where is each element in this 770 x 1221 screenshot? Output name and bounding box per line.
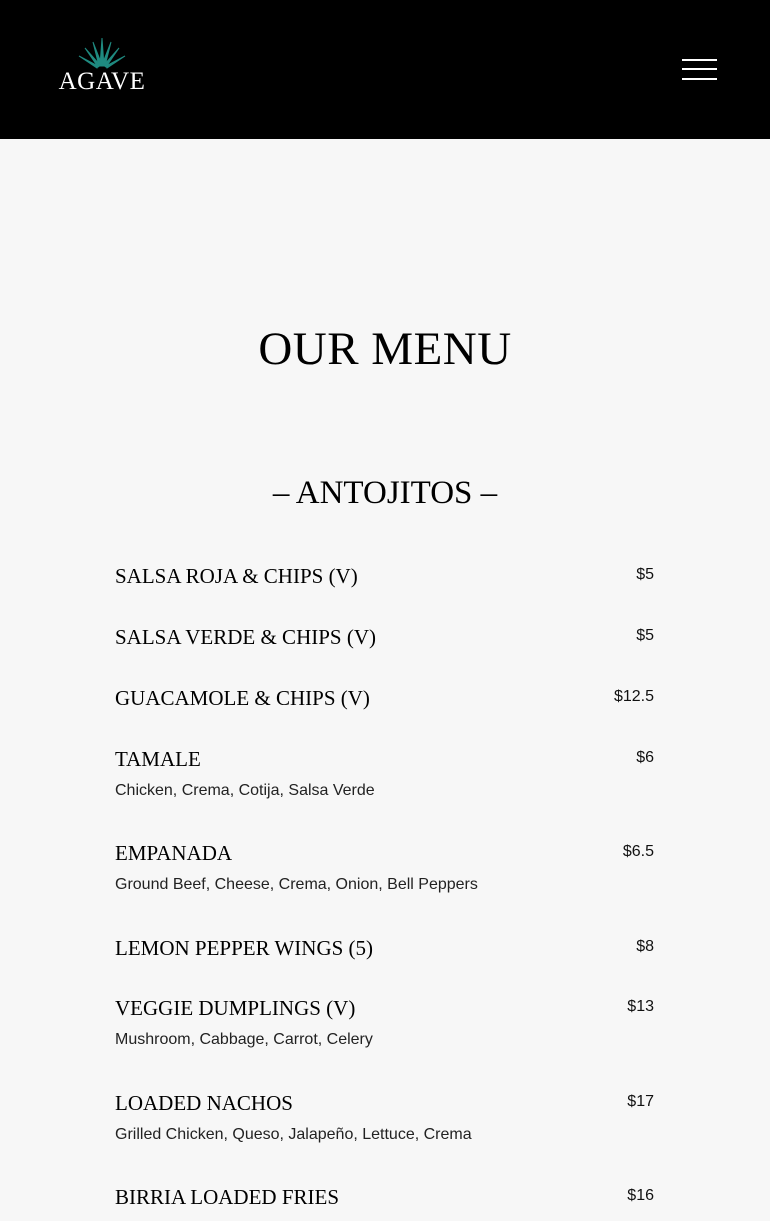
menu-item-price: $8: [636, 938, 654, 955]
site-header: [0, 0, 770, 139]
menu-item-price: $13: [627, 998, 654, 1015]
menu-item-name: LEMON PEPPER WINGS (5): [115, 936, 374, 960]
menu-item-price: $6.5: [622, 843, 654, 860]
page-title: OUR MENU: [258, 323, 512, 375]
menu-item-name: EMPANADA: [115, 841, 233, 865]
menu-item-description: Mushroom, Cabbage, Carrot, Celery: [115, 1031, 373, 1048]
menu-item-price: $5: [636, 627, 654, 644]
hamburger-menu-icon-line-bottom: [682, 78, 717, 80]
menu-item-name: TAMALE: [115, 747, 201, 771]
menu-item-description: Grilled Chicken, Queso, Jalapeño, Lettuce, Crema: [115, 1126, 472, 1143]
menu-item-name: SALSA VERDE & CHIPS (V): [115, 625, 376, 649]
hamburger-menu-button[interactable]: [676, 50, 724, 88]
menu-item-name: GUACAMOLE & CHIPS (V): [115, 686, 370, 710]
agave-plant-icon: [78, 36, 126, 70]
logo-text: AGAVE: [58, 68, 146, 95]
menu-item-price: $12.5: [613, 688, 654, 705]
menu-item-description: Chicken, Crema, Cotija, Salsa Verde: [115, 782, 375, 799]
menu-item-name: SALSA ROJA & CHIPS (V): [115, 564, 358, 588]
menu-item-price: $17: [627, 1093, 654, 1110]
section-title-antojitos: – ANTOJITOS –: [272, 475, 498, 511]
menu-item-name: VEGGIE DUMPLINGS (V): [115, 996, 356, 1020]
menu-item-price: $16: [627, 1187, 654, 1204]
menu-item-description: Ground Beef, Cheese, Crema, Onion, Bell Peppers: [115, 876, 478, 893]
hamburger-menu-icon-line-top: [682, 59, 717, 61]
logo[interactable]: [56, 36, 148, 98]
menu-item-price: $6: [636, 749, 654, 766]
menu-item-name: BIRRIA LOADED FRIES: [115, 1185, 340, 1209]
menu-item-price: $5: [636, 566, 654, 583]
menu-item-name: LOADED NACHOS: [115, 1091, 293, 1115]
hamburger-menu-icon-line-middle: [682, 68, 717, 70]
